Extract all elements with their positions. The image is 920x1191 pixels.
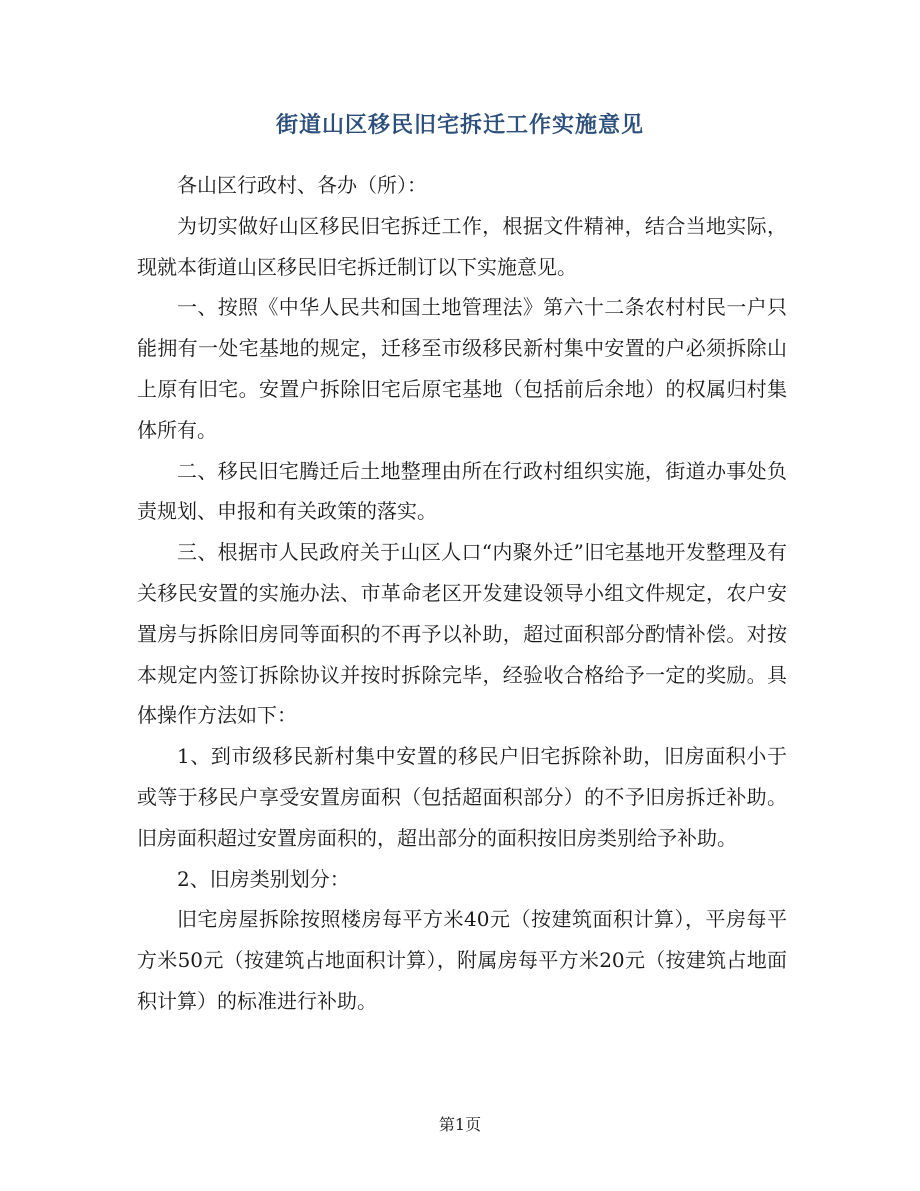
paragraph-salutation: 各山区行政村、各办（所）：	[177, 173, 427, 197]
document-body	[137, 165, 787, 1022]
paragraph-intro: 为切实做好山区移民旧宅拆迁工作，根据文件精神，结合当地实际，现就本街道山区移民旧宅拆迁制订以下实施意见。	[137, 213, 787, 279]
paragraph-section-3: 三、根据市人民政府关于山区人口“内聚外迁”旧宅基地开发整理及有关移民安置的实施办法、市革命老区开发建设领导小组文件规定，农户安置房与拆除旧房同等面积的不再予以补助，超过面积部分酌情补偿。对按本规定内签订拆除协议并按时拆除完毕，经验收合格给予一定的奖励。具体操作方法如下：	[137, 540, 787, 728]
paragraph-item-2: 2、旧房类别划分：	[177, 866, 350, 891]
document-title: 街道山区移民旧宅拆迁工作实施意见	[275, 112, 644, 138]
paragraph-section-1: 一、按照《中华人民共和国土地管理法》第六十二条农村村民一户只能拥有一处宅基地的规定，迁移至市级移民新村集中安置的户必须拆除山上原有旧宅。安置户拆除旧宅后原宅基地（包括前后余地）的权属归村集体所有。	[137, 295, 787, 442]
paragraph-item-1: 1、到市级移民新村集中安置的移民户旧宅拆除补助，旧房面积小于或等于移民户享受安置房面积（包括超面积部分）的不予旧房拆迁补助。旧房面积超过安置房面积的，超出部分的面积按旧房类别给予补助。	[137, 744, 787, 850]
paragraph-section-2: 二、移民旧宅腾迁后土地整理由所在行政村组织实施，街道办事处负责规划、申报和有关政策的落实。	[137, 458, 787, 524]
paragraph-compensation: 旧宅房屋拆除按照楼房每平方米40元（按建筑面积计算），平房每平方米50元（按建筑占地面积计算），附属房每平方米20元（按建筑占地面积计算）的标准进行补助。	[137, 907, 787, 1013]
page-number: 第1页	[438, 1115, 482, 1134]
